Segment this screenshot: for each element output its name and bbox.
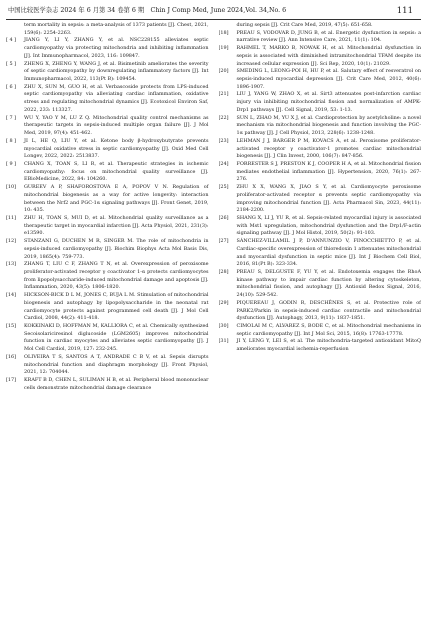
reference-text: HICKSON-BICK D L M, JONES C, BUJA L M. Stimulation of mitochondrial biogenesis and autophagy by lipopolysaccharide in the neonatal rat cardiomyocyte protects against programmed cell death [J]. J Mol Cell Cardiol, 2008, 44(2): 411-418. (24, 292, 209, 322)
reference-entry (6, 261, 209, 292)
reference-number: [15] (6, 323, 17, 330)
reference-number: [19] (218, 45, 229, 52)
reference-number (219, 22, 237, 30)
running-header (8, 4, 419, 18)
reference-entry (6, 323, 209, 354)
reference-entry (6, 161, 209, 184)
reference-text: SMEDING L, LEONG-POI H, HU P, et al. Salutary effect of resveratrol on sepsis-induced myocardial depression [J]. Crit Care Med, 2012, 40(6): 1896-1907. (236, 68, 421, 90)
journal-header-text: 中国比较医学杂志 2024 年 6 月第 34 卷第 6 期 Chin J Comp Med, June 2024,Vol. 34,No. 6 (8, 7, 287, 14)
reference-entry (6, 61, 209, 84)
reference-entry (219, 115, 422, 138)
reference-text: ZHENG X, ZHENG Y, WANG J, et al. Bisimetinib ameliorates the severity of septic cardiomyopathy by downregulating inflammatory factors [J]. Int Immunopharmacol, 2022, 113(Pt B): 109454. (24, 60, 209, 83)
header-divider (6, 19, 421, 20)
reference-text: PIQUEREAU J, GODIN R, DESCHÊNES S, et al. Protective role of PARK2/Parkin in sepsis-induced cardiac contractile and mitochondrial dysfunction [J]. Autophagy, 2013, 9(11): 1837-1851. (236, 299, 421, 322)
reference-number: [ 5 ] (6, 60, 17, 67)
reference-text: KRAFT B D, CHEN L, SULIMAN H B, et al. Peripheral blood mononuclear cells demonstrate mitochondrial damage clearance (24, 377, 209, 391)
reference-text: OLIVEIRA T S, SANTOS A T, ANDRADE C B V, et al. Sepsis disrupts mitochondrial function and diaphragm morphology [J]. Front Physiol, 2021, 12: 704044. (24, 353, 209, 376)
reference-number: [18] (218, 29, 229, 36)
reference-number: [25] (218, 184, 229, 191)
reference-text: ZHU H, TOAN S, MUI D, et al. Mitochondrial quality surveillance as a therapeutic target in myocardial infarction [J]. Acta Physiol, 2021, 231(3): e13590. (24, 214, 209, 237)
reference-entry (219, 323, 422, 338)
reference-entry (219, 30, 422, 45)
reference-number: [22] (218, 114, 229, 121)
reference-entry (219, 22, 422, 30)
reference-entry (6, 115, 209, 138)
reference-number (6, 22, 24, 37)
reference-number: [10] (6, 184, 17, 191)
reference-text: JI Y, LENG Y, LEI S, et al. The mitochondria-targeted antioxidant MitoQ ameliorates myocardial ischemia-reperfusion (236, 338, 421, 353)
reference-text: during sepsis [J]. Crit Care Med, 2019, 47(5): 651-658. (236, 22, 373, 28)
reference-text: STANZANI G, DUCHEN M R, SINGER M. The role of mitochondria in sepsis-induced cardiomyopathy [J]. Biochim Biophys Acta Mol Basis Dis, 2019, 1865(4): 759-773. (24, 238, 209, 260)
reference-number: [26] (218, 214, 229, 221)
reference-text: SHANG X, LI J, YU R, et al. Sepsis-related myocardial injury is associated with Mst1 upregulation, mitochondrial dysfunction and the Drp1/F-actin signaling pathway [J]. J Mol Histol, 2019, 50(2): 91-103. (236, 214, 421, 237)
reference-entry (219, 45, 422, 68)
reference-entry (219, 91, 422, 114)
reference-text: ZHU X X, WANG X, JIAO S Y, et al. Cardiomyocyte peroxisome proliferator-activated receptor α prevents septic cardiomyopathy via improving mitochondrial function [J]. Acta Pharmacol Sin, 2023, 44(11): 2184-2200. (236, 184, 421, 214)
reference-list-left (6, 22, 209, 623)
reference-number: [27] (218, 238, 229, 245)
reference-text: LEHMAN J J, BARGER P M, KOVACS A, et al. Peroxisome proliferator-activated receptor γ coactivator-1 promotes cardiac mitochondrial biogenesis [J]. J Clin Invest, 2000, 106(7): 847-856. (236, 137, 421, 160)
reference-number: [30] (218, 323, 229, 330)
reference-text: ZHU X, SUN M, GUO H, et al. Verbascoside protects from LPS-induced septic cardiomyopathy via alleviating cardiac inflammation, oxidative stress and regulating mitochondrial dynamics [J]. Ecotoxicol Environ Saf, 2022, 233: 113327. (24, 83, 209, 113)
reference-text: CIMOLAI M C, ALVAREZ S, BODE C, et al. Mitochondrial mechanisms in septic cardiomyopathy [J]. Int J Mol Sci, 2015, 16(8): 17763-17778. (236, 323, 421, 337)
reference-number: [20] (218, 68, 229, 75)
reference-entry (219, 68, 422, 91)
reference-number: [23] (218, 137, 229, 144)
reference-entry (6, 84, 209, 115)
reference-text: PREAU S, DELGUSTE F, YU Y, et al. Endotoxemia engages the RhoA kinase pathway to impair cardiac function by altering cytoskeleton, mitochondrial fission, and autophagy [J]. Antioxid Redox Signal, 2016, 24(10): 529-542. (236, 269, 421, 299)
reference-entry (219, 215, 422, 238)
reference-number: [12] (6, 238, 17, 245)
reference-number: [14] (6, 292, 17, 299)
reference-text: RAHMEL T, MARKO B, NOWAK H, et al. Mitochondrial dysfunction in sepsis is associated with diminished intramitochondrial TFAM despite its increased cellular expression [J]. Sci Rep, 2020, 10(1): 21029. (236, 45, 421, 67)
reference-number: [ 7 ] (6, 114, 17, 121)
reference-entry (219, 269, 422, 300)
page-number: 111 (396, 6, 413, 16)
reference-entry (6, 292, 209, 323)
reference-entry (6, 138, 209, 161)
reference-entry (219, 238, 422, 269)
reference-text: FORRESTER S J, PRESTON K J, COOPER H A, et al. Mitochondrial fission mediates endothelial inflammation [J]. Hypertension, 2020, 76(1): 267-276. (236, 160, 421, 183)
reference-text: LIU J, YANG W, ZHAO X, et al. Sirt3 attenuates post-infarction cardiac injury via inhibiting mitochondrial fission and normalization of AMPK-Drp1 pathways [J]. Cell Signal, 2019, 53: 1-13. (236, 91, 421, 113)
reference-number: [21] (218, 91, 229, 98)
reference-text: JI L, HE Q, LIU Y, et al. Ketone body β-hydroxybutyrate prevents myocardial oxidative stress in septic cardiomyopathy [J]. Oxid Med Cell Longev, 2022, 2022: 2513837. (24, 137, 209, 160)
reference-entry (6, 22, 209, 37)
reference-number: [31] (218, 338, 229, 345)
reference-entry (219, 338, 422, 353)
reference-text: GUREEV A P, SHAFOROSTOVA E A, POPOV V N. Regulation of mitochondrial biogenesis as a way for active longevity: interaction between the Nrf2 and PGC-1α signaling pathways [J]. Front Genet, 2019, 10: 435. (24, 184, 209, 214)
reference-number: [24] (218, 160, 229, 167)
reference-number: [29] (218, 299, 229, 306)
reference-number: [16] (6, 353, 17, 360)
reference-number: [ 9 ] (6, 160, 17, 167)
reference-text: SÁNCHEZ-VILLAMIL J P, D'ANNUNZIO V, FINOCCHIETTO P, et al. Cardiac-specific overexpression of thioredoxin 1 attenuates mitochondrial and myocardial dysfunction in septic mice [J]. Int J Biochem Cell Biol, 2016, 81(Pt B): 323-334. (236, 238, 421, 268)
reference-number: [ 6 ] (6, 83, 17, 90)
reference-entry (6, 184, 209, 215)
reference-entry (6, 37, 209, 60)
reference-entry (6, 354, 209, 377)
reference-text: SUN L, ZHAO M, YU X J, et al. Cardioprotection by acetylcholine: a novel mechanism via mitochondrial biogenesis and function involving the PGC-1α pathway [J]. J Cell Physiol, 2013, 228(6): 1238-1248. (236, 114, 421, 137)
reference-number: [28] (218, 269, 229, 275)
reference-text: WU Y, YAO Y M, LU Z Q. Mitochondrial quality control mechanisms as therapeutic targets in sepsis-induced multiple organ failure [J]. J Mol Med, 2019, 97(4): 451-462. (24, 114, 209, 137)
reference-entry (219, 138, 422, 161)
reference-entry (219, 161, 422, 184)
reference-entry (6, 238, 209, 261)
reference-columns (6, 22, 421, 623)
reference-text: ZHANG T, LIU C F, ZHANG T N, et al. Overexpression of peroxisome proliferator-activated receptor γ coactivator 1-α protects cardiomyocytes from lipopolysaccharide-induced mitochondrial damage and apoptosis [J]. Inflammation, 2020, 43(5): 1806-1820. (24, 261, 209, 291)
reference-text: term mortality in sepsis: a meta-analysis of 1373 patients [J]. Chest, 2021, 159(6): 2254-2263. (24, 22, 209, 36)
reference-text: JIANG Y, LI Y, ZHANG Y, et al. NSC228155 alleviates septic cardiomyopathy via protecting mitochondria and inhibiting inflammation [J]. Int Immunopharmacol, 2023, 116: 109847. (24, 37, 209, 59)
reference-number: [ 8 ] (6, 137, 17, 144)
reference-entry (219, 300, 422, 323)
reference-number: [17] (6, 377, 17, 384)
reference-number: [ 4 ] (6, 37, 17, 44)
reference-number: [11] (6, 214, 17, 221)
reference-entry (6, 215, 209, 238)
reference-entry (219, 184, 422, 215)
reference-number: [13] (6, 261, 17, 268)
reference-text: KOKKINAKI D, HOFFMAN M, KALLIORA C, et al. Chemically synthesized Secoisolariciresinol diglucoside (LGM2605) improves mitochondrial function in cardiac myocytes and alleviates septic cardiomyopathy [J]. J Mol Cell Cardiol, 2019, 127: 232-245. (24, 323, 209, 353)
reference-list-right (219, 22, 422, 623)
reference-entry (6, 377, 209, 392)
reference-text: PREAU S, VODOVAR D, JUNG B, et al. Energetic dysfunction in sepsis: a narrative review [J]. Ann Intensive Care, 2021, 11(1): 104. (236, 29, 421, 44)
reference-text: CHANG X, TOAN S, LI R, et al. Therapeutic strategies in ischemic cardiomyopathy: focus on mitochondrial quality surveillance [J]. EBioMedicine, 2022, 84: 104260. (24, 160, 209, 183)
